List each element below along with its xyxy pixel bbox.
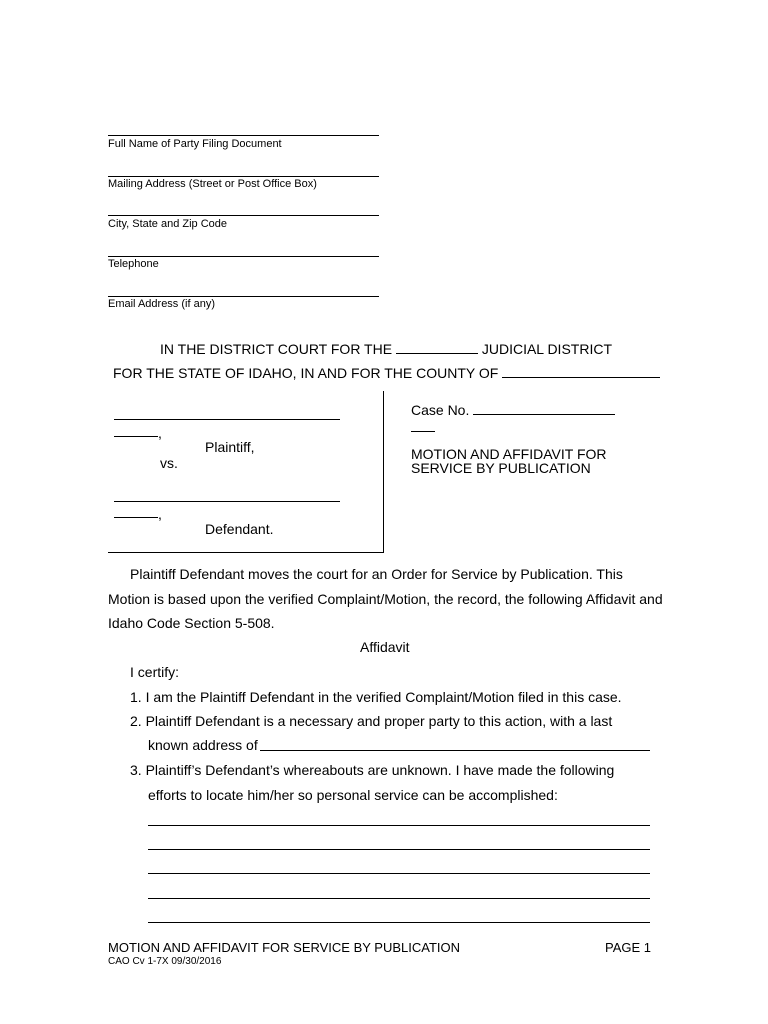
motion-line-3: Idaho Code Section 5-508.	[108, 615, 275, 631]
efforts-line-3[interactable]	[148, 873, 650, 874]
email-line[interactable]	[108, 296, 379, 297]
plaintiff-name-line-2[interactable]	[114, 436, 158, 437]
affidavit-item-1: 1. I am the Plaintiff Defendant in the verified Complaint/Motion filed in this case.	[130, 689, 622, 705]
case-number	[411, 402, 615, 418]
defendant-label: Defendant.	[205, 521, 274, 537]
footer-title: MOTION AND AFFIDAVIT FOR SERVICE BY PUBLICATION	[108, 940, 461, 955]
telephone-line[interactable]	[108, 256, 379, 257]
known-address-label: known address of	[148, 737, 258, 753]
telephone-label: Telephone	[108, 258, 159, 270]
affidavit-item-3b: efforts to locate him/her so personal service can be accomplished:	[148, 787, 558, 803]
defendant-name-line-2[interactable]	[114, 517, 158, 518]
document-title-line-1: MOTION AND AFFIDAVIT FOR	[411, 446, 607, 462]
affidavit-item-2a: 2. Plaintiff Defendant is a necessary and proper party to this action, with a last	[130, 713, 613, 729]
case-number-label: Case No.	[411, 402, 470, 418]
motion-line-2: Motion is based upon the verified Complaint/Motion, the record, the following Affidavit and	[108, 591, 663, 607]
motion-line-1: Plaintiff Defendant moves the court for an Order for Service by Publication. This	[130, 566, 623, 582]
form-id: CAO Cv 1-7X 09/30/2016	[108, 956, 222, 967]
city-line[interactable]	[108, 215, 379, 216]
name-label: Full Name of Party Filing Document	[108, 138, 282, 150]
judicial-district-blank[interactable]	[396, 341, 478, 354]
efforts-line-1[interactable]	[148, 825, 650, 826]
defendant-name-line[interactable]	[114, 501, 340, 502]
efforts-line-5[interactable]	[148, 922, 650, 923]
case-number-blank[interactable]	[473, 402, 615, 415]
address-label: Mailing Address (Street or Post Office Box)	[108, 178, 317, 190]
county-blank[interactable]	[502, 365, 660, 378]
name-line[interactable]	[108, 135, 379, 136]
case-number-blank-2[interactable]	[411, 431, 435, 432]
court-line-1	[160, 341, 612, 357]
known-address-blank[interactable]	[260, 750, 650, 751]
court-line-1-post: JUDICIAL DISTRICT	[481, 341, 612, 357]
document-title-line-2: SERVICE BY PUBLICATION	[411, 460, 591, 476]
affidavit-item-3a: 3. Plaintiff’s Defendant’s whereabouts are unknown. I have made the following	[130, 762, 615, 778]
court-line-1-pre: IN THE DISTRICT COURT FOR THE	[160, 341, 393, 357]
email-label: Email Address (if any)	[108, 298, 215, 310]
vs-label: vs.	[160, 455, 178, 471]
efforts-line-2[interactable]	[148, 849, 650, 850]
page-number: PAGE 1	[605, 940, 652, 955]
city-label: City, State and Zip Code	[108, 218, 228, 230]
address-line[interactable]	[108, 176, 379, 177]
efforts-line-4[interactable]	[148, 898, 650, 899]
plaintiff-label: Plaintiff,	[205, 439, 255, 455]
affidavit-item-2b	[148, 737, 258, 753]
court-line-2	[113, 365, 660, 381]
plaintiff-comma: ,	[158, 425, 162, 441]
plaintiff-name-line[interactable]	[114, 419, 340, 420]
caption-divider-horizontal	[108, 552, 384, 553]
court-line-2-text: FOR THE STATE OF IDAHO, IN AND FOR THE COUNTY OF	[113, 365, 499, 381]
affidavit-heading: Affidavit	[360, 639, 410, 655]
defendant-comma: ,	[158, 506, 162, 522]
caption-divider-vertical	[383, 391, 384, 553]
certify-label: I certify:	[130, 664, 180, 680]
